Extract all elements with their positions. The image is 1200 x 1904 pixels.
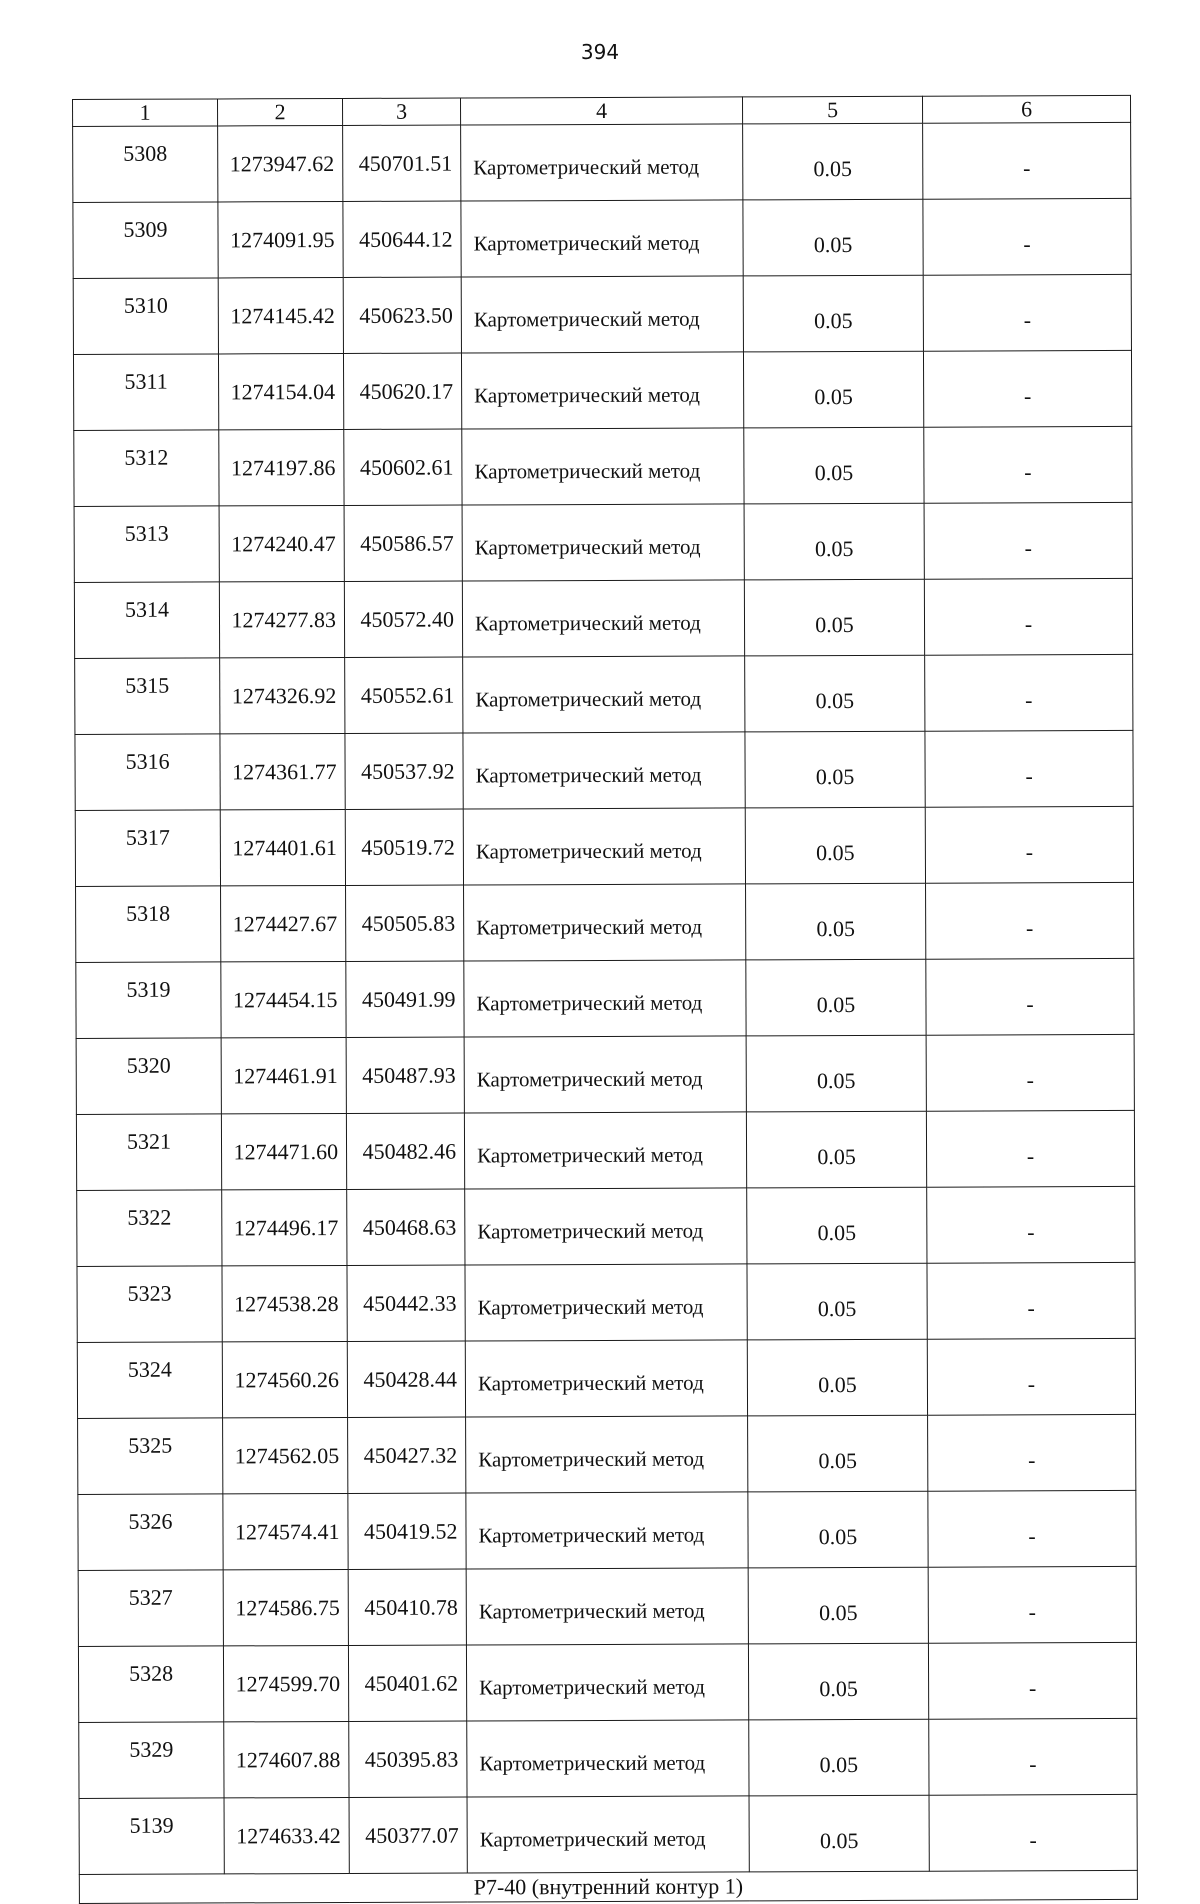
table-row: [78, 1414, 1136, 1494]
accuracy-cell: 0.05: [746, 1111, 926, 1188]
method-cell: Картометрический метод: [466, 1568, 748, 1645]
point-number-cell: 5329: [79, 1722, 224, 1799]
point-number-cell: 5321: [76, 1114, 221, 1191]
note-cell: -: [928, 1414, 1136, 1491]
accuracy-cell: 0.05: [745, 655, 925, 732]
method-cell: Картометрический метод: [462, 428, 744, 505]
x-coordinate-cell: 1274427.67: [221, 885, 346, 961]
column-header: 5: [742, 96, 922, 124]
method-cell: Картометрический метод: [465, 1264, 747, 1341]
table-row: [74, 502, 1132, 582]
x-coordinate-cell: 1274145.42: [218, 277, 343, 353]
coordinates-table: [72, 95, 1138, 1904]
accuracy-cell: 0.05: [743, 123, 923, 200]
point-number-cell: 5312: [74, 430, 219, 507]
point-number-cell: 5309: [73, 202, 218, 279]
x-coordinate-cell: 1274471.60: [221, 1113, 346, 1189]
note-cell: -: [924, 578, 1132, 655]
column-header: 2: [218, 98, 343, 125]
accuracy-cell: 0.05: [747, 1339, 927, 1416]
y-coordinate-cell: 450505.83: [346, 885, 464, 961]
note-cell: -: [928, 1642, 1136, 1719]
y-coordinate-cell: 450552.61: [345, 657, 463, 733]
coordinates-table-body: [73, 95, 1138, 1903]
table-row: [74, 578, 1132, 658]
method-cell: Картометрический метод: [467, 1796, 749, 1873]
accuracy-cell: 0.05: [746, 959, 926, 1036]
method-cell: Картометрический метод: [466, 1416, 748, 1493]
method-cell: Картометрический метод: [465, 1188, 747, 1265]
table-row: [79, 1718, 1137, 1798]
table-row: [75, 806, 1133, 886]
y-coordinate-cell: 450468.63: [347, 1189, 465, 1265]
point-number-cell: 5314: [74, 582, 219, 659]
column-number-row: [73, 95, 1131, 126]
note-cell: -: [926, 882, 1134, 959]
accuracy-cell: 0.05: [744, 579, 924, 656]
accuracy-cell: 0.05: [747, 1263, 927, 1340]
method-cell: Картометрический метод: [464, 884, 746, 961]
method-cell: Картометрический метод: [461, 200, 743, 277]
y-coordinate-cell: 450442.33: [347, 1265, 465, 1341]
x-coordinate-cell: 1273947.62: [218, 125, 343, 201]
point-number-cell: 5322: [77, 1190, 222, 1267]
accuracy-cell: 0.05: [743, 351, 923, 428]
note-cell: -: [925, 654, 1133, 731]
table-row: [75, 730, 1133, 810]
x-coordinate-cell: 1274560.26: [222, 1341, 347, 1417]
accuracy-cell: 0.05: [748, 1491, 928, 1568]
accuracy-cell: 0.05: [745, 731, 925, 808]
note-cell: -: [925, 806, 1133, 883]
x-coordinate-cell: 1274599.70: [223, 1645, 348, 1721]
point-number-cell: 5316: [75, 734, 220, 811]
point-number-cell: 5313: [74, 506, 219, 583]
note-cell: -: [923, 274, 1131, 351]
table-row: [76, 1110, 1134, 1190]
note-cell: -: [926, 958, 1134, 1035]
x-coordinate-cell: 1274586.75: [223, 1569, 348, 1645]
section-footer-row: [79, 1870, 1137, 1903]
accuracy-cell: 0.05: [748, 1567, 928, 1644]
point-number-cell: 5326: [78, 1494, 223, 1571]
accuracy-cell: 0.05: [748, 1415, 928, 1492]
y-coordinate-cell: 450537.92: [345, 733, 463, 809]
point-number-cell: 5310: [73, 278, 218, 355]
point-number-cell: 5325: [78, 1418, 223, 1495]
table-row: [78, 1642, 1136, 1722]
y-coordinate-cell: 450377.07: [349, 1797, 467, 1873]
column-header: 1: [73, 99, 218, 127]
x-coordinate-cell: 1274633.42: [224, 1797, 349, 1873]
table-row: [77, 1186, 1135, 1266]
table-row: [79, 1794, 1137, 1874]
method-cell: Картометрический метод: [461, 352, 743, 429]
accuracy-cell: 0.05: [747, 1187, 927, 1264]
note-cell: -: [926, 1110, 1134, 1187]
y-coordinate-cell: 450410.78: [348, 1569, 466, 1645]
accuracy-cell: 0.05: [744, 427, 924, 504]
x-coordinate-cell: 1274277.83: [219, 581, 344, 657]
y-coordinate-cell: 450572.40: [344, 581, 462, 657]
table-row: [73, 122, 1131, 202]
accuracy-cell: 0.05: [743, 199, 923, 276]
method-cell: Картометрический метод: [465, 1340, 747, 1417]
method-cell: Картометрический метод: [463, 732, 745, 809]
y-coordinate-cell: 450395.83: [349, 1721, 467, 1797]
point-number-cell: 5327: [78, 1570, 223, 1647]
table-row: [76, 882, 1134, 962]
method-cell: Картометрический метод: [464, 1036, 746, 1113]
method-cell: Картометрический метод: [464, 960, 746, 1037]
x-coordinate-cell: 1274240.47: [219, 505, 344, 581]
method-cell: Картометрический метод: [461, 276, 743, 353]
note-cell: -: [924, 502, 1132, 579]
x-coordinate-cell: 1274461.91: [221, 1037, 346, 1113]
method-cell: Картометрический метод: [462, 580, 744, 657]
accuracy-cell: 0.05: [749, 1795, 929, 1872]
note-cell: -: [928, 1490, 1136, 1567]
table-row: [74, 426, 1132, 506]
y-coordinate-cell: 450586.57: [344, 505, 462, 581]
accuracy-cell: 0.05: [749, 1719, 929, 1796]
y-coordinate-cell: 450427.32: [348, 1417, 466, 1493]
accuracy-cell: 0.05: [746, 883, 926, 960]
x-coordinate-cell: 1274401.61: [220, 809, 345, 885]
point-number-cell: 5311: [73, 354, 218, 431]
note-cell: -: [929, 1794, 1137, 1871]
table-row: [73, 274, 1131, 354]
y-coordinate-cell: 450482.46: [346, 1113, 464, 1189]
table-row: [77, 1338, 1135, 1418]
point-number-cell: 5317: [75, 810, 220, 887]
column-header: 3: [342, 98, 460, 125]
x-coordinate-cell: 1274361.77: [220, 733, 345, 809]
y-coordinate-cell: 450701.51: [343, 125, 461, 201]
method-cell: Картометрический метод: [463, 656, 745, 733]
accuracy-cell: 0.05: [745, 807, 925, 884]
y-coordinate-cell: 450623.50: [343, 277, 461, 353]
point-number-cell: 5328: [78, 1646, 223, 1723]
table-row: [75, 654, 1133, 734]
note-cell: -: [927, 1338, 1135, 1415]
table-row: [73, 350, 1131, 430]
x-coordinate-cell: 1274091.95: [218, 201, 343, 277]
point-number-cell: 5323: [77, 1266, 222, 1343]
y-coordinate-cell: 450602.61: [344, 429, 462, 505]
x-coordinate-cell: 1274574.41: [223, 1493, 348, 1569]
note-cell: -: [926, 1034, 1134, 1111]
x-coordinate-cell: 1274607.88: [224, 1721, 349, 1797]
column-header: 6: [922, 95, 1130, 123]
method-cell: Картометрический метод: [466, 1644, 748, 1721]
y-coordinate-cell: 450519.72: [345, 809, 463, 885]
y-coordinate-cell: 450491.99: [346, 961, 464, 1037]
table-row: [76, 958, 1134, 1038]
note-cell: -: [924, 426, 1132, 503]
table-row: [78, 1490, 1136, 1570]
method-cell: Картометрический метод: [462, 504, 744, 581]
y-coordinate-cell: 450401.62: [348, 1645, 466, 1721]
note-cell: -: [923, 350, 1131, 427]
accuracy-cell: 0.05: [743, 275, 923, 352]
method-cell: Картометрический метод: [466, 1492, 748, 1569]
section-label: Р7-40 (внутренний контур 1): [79, 1870, 1137, 1903]
table-row: [77, 1262, 1135, 1342]
column-header: 4: [460, 97, 742, 125]
point-number-cell: 5315: [75, 658, 220, 735]
note-cell: -: [927, 1262, 1135, 1339]
note-cell: -: [928, 1566, 1136, 1643]
x-coordinate-cell: 1274538.28: [222, 1265, 347, 1341]
x-coordinate-cell: 1274562.05: [223, 1417, 348, 1493]
y-coordinate-cell: 450419.52: [348, 1493, 466, 1569]
y-coordinate-cell: 450620.17: [343, 353, 461, 429]
note-cell: -: [925, 730, 1133, 807]
accuracy-cell: 0.05: [748, 1643, 928, 1720]
y-coordinate-cell: 450487.93: [346, 1037, 464, 1113]
x-coordinate-cell: 1274154.04: [218, 353, 343, 429]
page-number: 394: [580, 40, 620, 64]
accuracy-cell: 0.05: [744, 503, 924, 580]
note-cell: -: [923, 198, 1131, 275]
point-number-cell: 5308: [73, 126, 218, 203]
point-number-cell: 5320: [76, 1038, 221, 1115]
method-cell: Картометрический метод: [467, 1720, 749, 1797]
note-cell: -: [929, 1718, 1137, 1795]
method-cell: Картометрический метод: [461, 124, 743, 201]
method-cell: Картометрический метод: [464, 1112, 746, 1189]
y-coordinate-cell: 450428.44: [347, 1341, 465, 1417]
x-coordinate-cell: 1274326.92: [220, 657, 345, 733]
y-coordinate-cell: 450644.12: [343, 201, 461, 277]
note-cell: -: [923, 122, 1131, 199]
point-number-cell: 5324: [77, 1342, 222, 1419]
table-row: [78, 1566, 1136, 1646]
x-coordinate-cell: 1274197.86: [219, 429, 344, 505]
point-number-cell: 5319: [76, 962, 221, 1039]
table-row: [73, 198, 1131, 278]
method-cell: Картометрический метод: [463, 808, 745, 885]
x-coordinate-cell: 1274496.17: [222, 1189, 347, 1265]
accuracy-cell: 0.05: [746, 1035, 926, 1112]
x-coordinate-cell: 1274454.15: [221, 961, 346, 1037]
note-cell: -: [927, 1186, 1135, 1263]
point-number-cell: 5318: [76, 886, 221, 963]
point-number-cell: 5139: [79, 1798, 224, 1875]
table-row: [76, 1034, 1134, 1114]
